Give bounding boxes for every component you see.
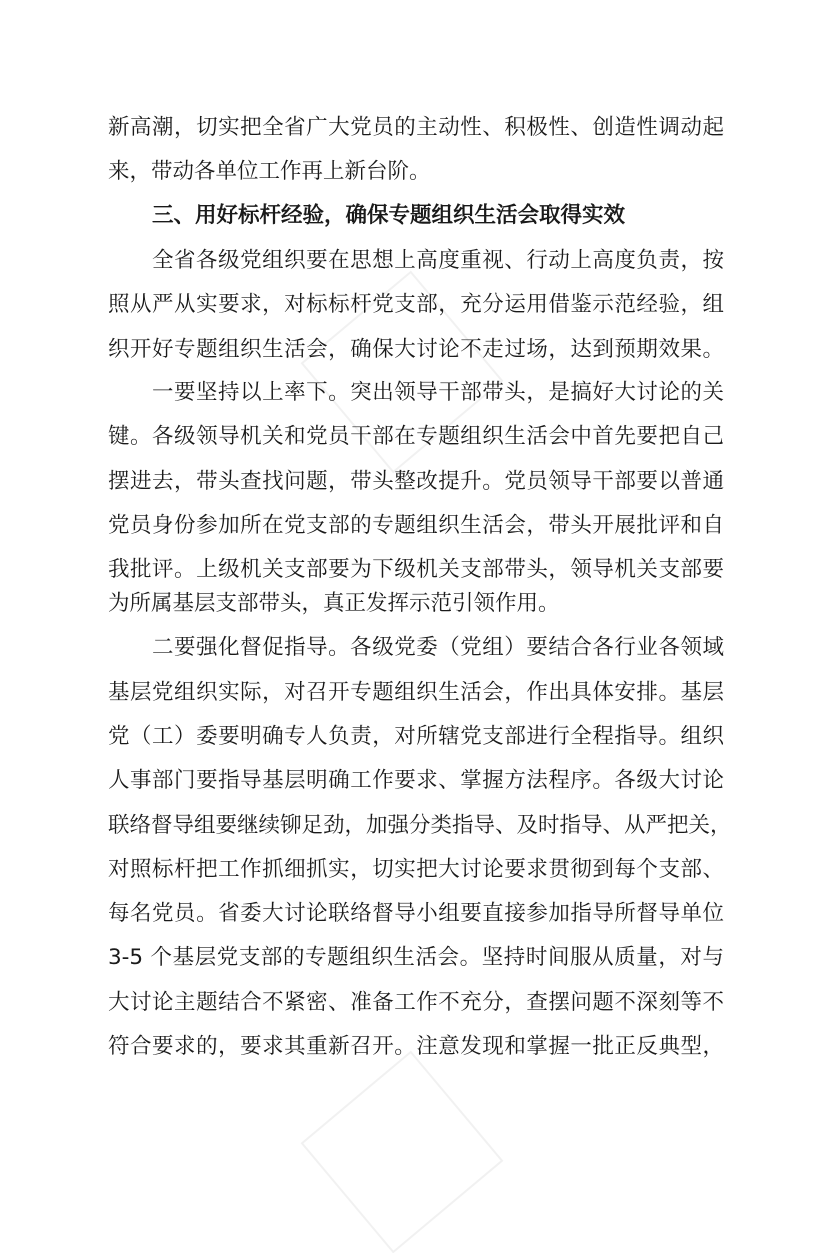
- text-line: 摆进去，带头查找问题，带头整改提升。党员领导干部要以普通: [108, 469, 724, 494]
- text-line: 党员身份参加所在党支部的专题组织生活会，带头开展批评和自: [108, 513, 724, 538]
- text-line: 照从严从实要求，对标标杆党支部，充分运用借鉴示范经验，组: [108, 292, 724, 317]
- watermark: [301, 1051, 504, 1253]
- text-line: 党（工）委要明确专人负责，对所辖党支部进行全程指导。组织: [108, 724, 724, 749]
- text-line: 3-5 个基层党支部的专题组织生活会。坚持时间服从质量，对与: [108, 945, 724, 970]
- text-line: 一要坚持以上率下。突出领导干部带头，是搞好大讨论的关: [152, 380, 724, 405]
- text-line: 对照标杆把工作抓细抓实，切实把大讨论要求贯彻到每个支部、: [108, 857, 724, 882]
- text-line: 新高潮，切实把全省广大党员的主动性、积极性、创造性调动起: [108, 115, 724, 140]
- text-line: 每名党员。省委大讨论联络督导小组要直接参加指导所督导单位: [108, 901, 724, 926]
- text-line: 联络督导组要继续铆足劲，加强分类指导、及时指导、从严把关，: [108, 813, 732, 838]
- text-line: 键。各级领导机关和党员干部在专题组织生活会中首先要把自己: [108, 424, 724, 449]
- section-heading: 三、用好标杆经验，确保专题组织生活会取得实效: [152, 203, 626, 228]
- text-line: 人事部门要指导基层明确工作要求、掌握方法程序。各级大讨论: [108, 768, 724, 793]
- text-line: 全省各级党组织要在思想上高度重视、行动上高度负责，按: [152, 248, 724, 273]
- text-line: 二要强化督促指导。各级党委（党组）要结合各行业各领域: [152, 635, 724, 660]
- text-line: 我批评。上级机关支部要为下级机关支部带头，领导机关支部要: [108, 557, 724, 582]
- text-line: 符合要求的，要求其重新召开。注意发现和掌握一批正反典型，: [108, 1034, 724, 1059]
- text-line: 为所属基层支部带头，真正发挥示范引领作用。: [108, 591, 560, 616]
- text-line: 织开好专题组织生活会，确保大讨论不走过场，达到预期效果。: [108, 337, 724, 362]
- text-line: 来，带动各单位工作再上新台阶。: [108, 159, 431, 184]
- text-line: 大讨论主题结合不紧密、准备工作不充分，查摆问题不深刻等不: [108, 990, 724, 1015]
- text-line: 基层党组织实际，对召开专题组织生活会，作出具体安排。基层: [108, 680, 724, 705]
